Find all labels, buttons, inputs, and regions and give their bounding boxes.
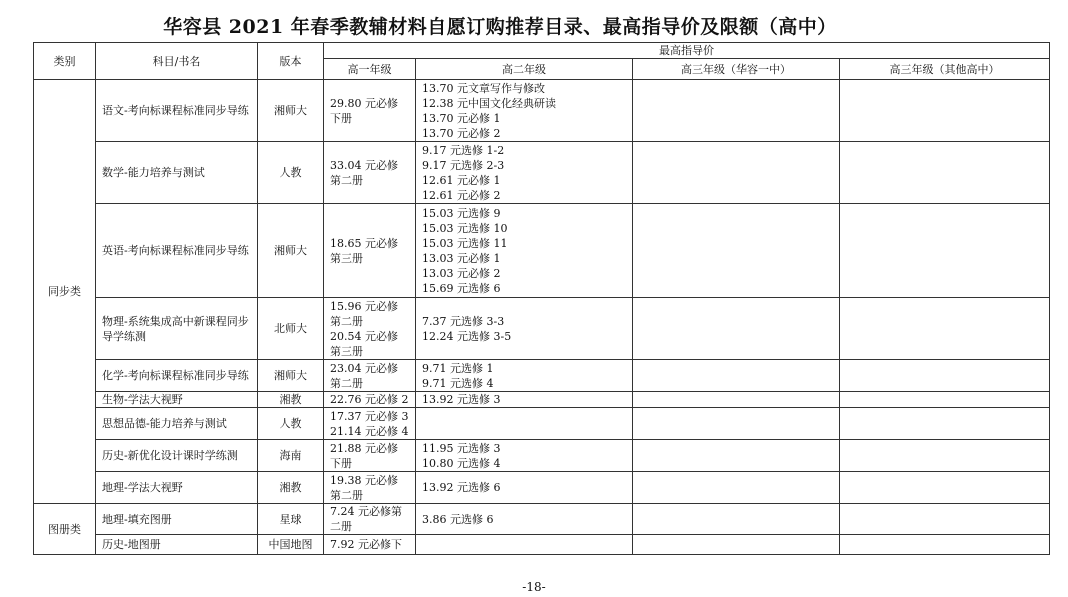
price-line: 13.92 元选修 6 <box>422 481 501 494</box>
grade3a-price-cell <box>633 392 840 408</box>
book-title-cell: 思想品德-能力培养与测试 <box>96 408 258 440</box>
grade3a-price-cell <box>633 535 840 555</box>
grade2-price-cell <box>416 440 633 472</box>
price-line: 第三册 <box>330 344 363 358</box>
price-line: 15.03 元选修 11 <box>422 236 508 250</box>
grade3a-price-cell <box>633 504 840 535</box>
publisher-cell: 湘师大 <box>258 204 324 298</box>
grade3a-price-cell <box>633 142 840 204</box>
publisher-cell: 星球 <box>258 504 324 535</box>
grade2-price-cell <box>416 472 633 504</box>
grade1-price-cell <box>324 360 416 392</box>
grade2-price-cell <box>416 408 633 440</box>
publisher-cell: 湘师大 <box>258 80 324 142</box>
table-row <box>34 360 1050 392</box>
price-line: 22.76 元必修 2 <box>330 393 409 406</box>
book-title-cell: 历史-新优化设计课时学练测 <box>96 440 258 472</box>
grade3b-price-cell <box>840 440 1050 472</box>
price-line: 20.54 元必修 <box>330 329 398 343</box>
price-line: 29.80 元必修 <box>330 96 398 110</box>
grade3b-price-cell <box>840 360 1050 392</box>
price-line: 二册 <box>330 520 352 533</box>
grade3b-price-cell <box>840 204 1050 298</box>
grade3a-price-cell <box>633 80 840 142</box>
grade2-price-cell <box>416 298 633 360</box>
price-line: 13.70 元必修 1 <box>422 111 501 125</box>
table-row <box>34 298 1050 360</box>
table-row <box>34 392 1050 408</box>
header-grade1: 高一年级 <box>324 59 416 80</box>
price-line: 15.69 元选修 6 <box>422 281 501 295</box>
book-title-cell: 地理-填充图册 <box>96 504 258 535</box>
book-title-cell: 地理-学法大视野 <box>96 472 258 504</box>
grade3b-price-cell <box>840 142 1050 204</box>
table-row <box>34 204 1050 298</box>
header-publisher: 版本 <box>258 43 324 80</box>
price-line: 33.04 元必修 <box>330 158 398 172</box>
price-line: 第二册 <box>330 314 363 328</box>
price-line: 7.24 元必修第 <box>330 505 402 518</box>
grade3b-price-cell <box>840 472 1050 504</box>
document-title: 华容县 2021 年春季教辅材料自愿订购推荐目录、最高指导价及限额（高中） <box>163 16 837 38</box>
price-line: 第三册 <box>330 251 363 265</box>
header-grade2: 高二年级 <box>416 59 633 80</box>
price-line: 21.88 元必修 <box>330 441 398 455</box>
price-line: 第二册 <box>330 488 363 502</box>
price-line: 12.61 元必修 1 <box>422 173 501 187</box>
grade1-price-cell <box>324 298 416 360</box>
grade1-price-cell <box>324 472 416 504</box>
price-line: 11.95 元选修 3 <box>422 441 501 455</box>
grade2-price-cell <box>416 204 633 298</box>
grade3b-price-cell <box>840 504 1050 535</box>
publisher-cell: 北师大 <box>258 298 324 360</box>
grade2-price-cell <box>416 80 633 142</box>
grade3b-price-cell <box>840 298 1050 360</box>
grade1-price-cell <box>324 204 416 298</box>
table-row <box>34 80 1050 142</box>
price-line: 第二册 <box>330 173 363 187</box>
publisher-cell: 湘师大 <box>258 360 324 392</box>
grade3b-price-cell <box>840 392 1050 408</box>
price-line: 15.03 元选修 9 <box>422 206 501 220</box>
publisher-cell: 中国地图 <box>258 535 324 555</box>
grade3b-price-cell <box>840 80 1050 142</box>
price-line: 15.96 元必修 <box>330 299 398 313</box>
price-line: 15.03 元选修 10 <box>422 221 508 235</box>
grade3a-price-cell <box>633 298 840 360</box>
publisher-cell: 人教 <box>258 142 324 204</box>
table-row <box>34 142 1050 204</box>
grade3a-price-cell <box>633 408 840 440</box>
book-title-cell: 物理-系统集成高中新课程同步导学练测 <box>96 298 258 360</box>
table-row <box>34 504 1050 535</box>
grade1-price-cell <box>324 392 416 408</box>
table-row <box>34 440 1050 472</box>
table-row <box>34 408 1050 440</box>
book-title-cell: 化学-考向标课程标准同步导练 <box>96 360 258 392</box>
table-row <box>34 535 1050 555</box>
publisher-cell: 湘教 <box>258 392 324 408</box>
price-line: 下册 <box>330 456 352 470</box>
price-line: 下册 <box>330 111 352 125</box>
price-line: 21.14 元必修 4 <box>330 424 409 438</box>
price-line: 9.17 元选修 2-3 <box>422 158 505 172</box>
book-title-cell: 语文-考向标课程标准同步导练 <box>96 80 258 142</box>
grade3a-price-cell <box>633 204 840 298</box>
price-line: 23.04 元必修 <box>330 361 398 375</box>
header-grade3b: 高三年级（其他高中） <box>840 59 1050 80</box>
grade2-price-cell <box>416 392 633 408</box>
price-line: 13.70 元文章写作与修改 <box>422 81 545 95</box>
category-cell: 同步类 <box>34 80 96 504</box>
price-line: 7.37 元选修 3-3 <box>422 314 505 328</box>
grade1-price-cell <box>324 408 416 440</box>
price-line: 17.37 元必修 3 <box>330 409 409 423</box>
grade1-price-cell <box>324 440 416 472</box>
price-line: 9.71 元选修 1 <box>422 361 494 375</box>
category-cell: 图册类 <box>34 504 96 555</box>
price-line: 19.38 元必修 <box>330 473 398 487</box>
publisher-cell: 海南 <box>258 440 324 472</box>
grade1-price-cell <box>324 504 416 535</box>
header-subject: 科目/书名 <box>96 43 258 80</box>
book-title-cell: 数学-能力培养与测试 <box>96 142 258 204</box>
price-line: 13.92 元选修 3 <box>422 393 501 406</box>
grade2-price-cell <box>416 360 633 392</box>
price-line: 12.24 元选修 3-5 <box>422 329 512 343</box>
price-line: 13.70 元必修 2 <box>422 126 501 140</box>
price-line: 9.71 元选修 4 <box>422 376 494 390</box>
price-table <box>33 42 1050 555</box>
price-line: 18.65 元必修 <box>330 236 398 250</box>
table-row <box>34 472 1050 504</box>
book-title-cell: 历史-地图册 <box>96 535 258 555</box>
header-price-group: 最高指导价 <box>324 43 1050 59</box>
grade3a-price-cell <box>633 440 840 472</box>
header-grade3a: 高三年级（华容一中） <box>633 59 840 80</box>
price-line: 13.03 元必修 1 <box>422 251 501 265</box>
grade1-price-cell <box>324 535 416 555</box>
grade2-price-cell <box>416 504 633 535</box>
price-line: 12.38 元中国文化经典研读 <box>422 96 556 110</box>
price-line: 10.80 元选修 4 <box>422 456 501 470</box>
price-line: 9.17 元选修 1-2 <box>422 143 505 157</box>
price-line: 13.03 元必修 2 <box>422 266 501 280</box>
page-number: -18- <box>522 580 546 594</box>
publisher-cell: 湘教 <box>258 472 324 504</box>
grade2-price-cell <box>416 535 633 555</box>
grade3a-price-cell <box>633 472 840 504</box>
price-line: 12.61 元必修 2 <box>422 188 501 202</box>
grade3a-price-cell <box>633 360 840 392</box>
price-line: 3.86 元选修 6 <box>422 512 494 526</box>
grade1-price-cell <box>324 142 416 204</box>
grade1-price-cell <box>324 80 416 142</box>
book-title-cell: 英语-考向标课程标准同步导练 <box>96 204 258 298</box>
grade2-price-cell <box>416 142 633 204</box>
header-category: 类别 <box>34 43 96 80</box>
grade3b-price-cell <box>840 408 1050 440</box>
price-line: 7.92 元必修下 <box>330 538 402 551</box>
price-line: 第二册 <box>330 376 363 390</box>
grade3b-price-cell <box>840 535 1050 555</box>
book-title-cell: 生物-学法大视野 <box>96 392 258 408</box>
publisher-cell: 人教 <box>258 408 324 440</box>
